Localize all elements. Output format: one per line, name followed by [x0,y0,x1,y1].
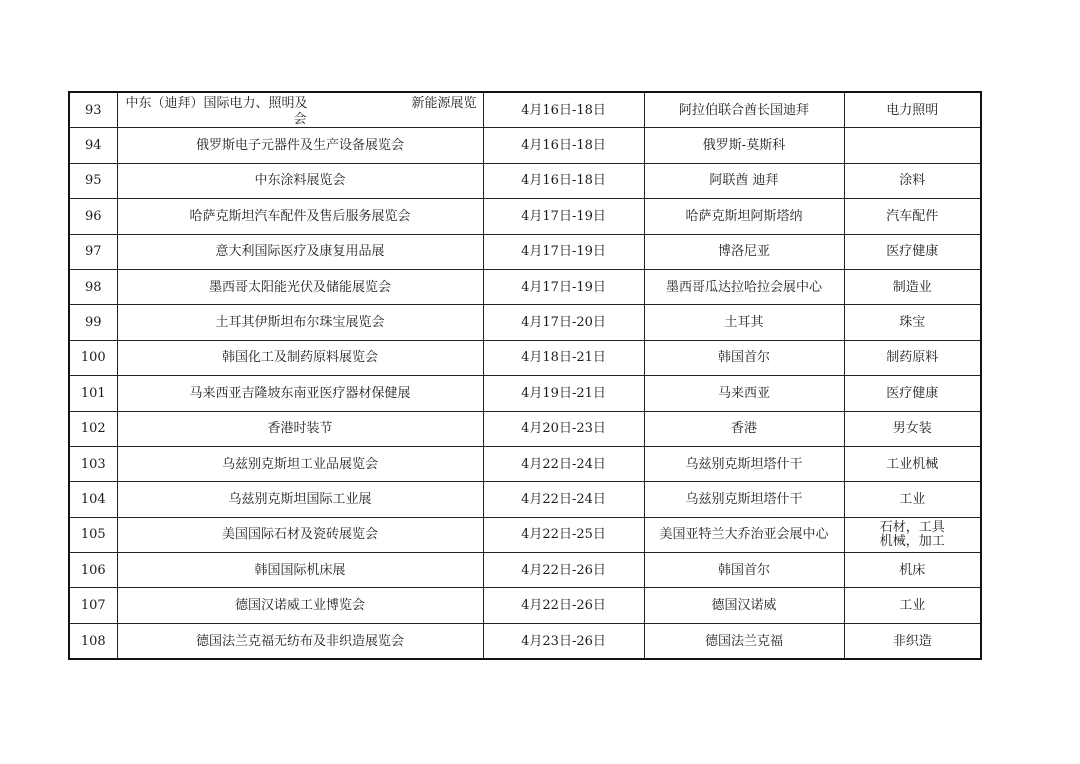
exhibition-name: 马来西亚吉隆坡东南亚医疗器材保健展 [117,376,483,411]
exhibition-date: 4月22日-26日 [483,553,644,588]
exhibition-date: 4月16日-18日 [483,92,644,128]
exhibition-industry: 制造业 [844,269,981,304]
exhibition-name: 乌兹别克斯坦国际工业展 [117,482,483,517]
table-row [69,92,981,128]
row-number: 97 [69,234,117,269]
exhibition-name: 韩国化工及制药原料展览会 [117,340,483,375]
row-number: 107 [69,588,117,623]
exhibition-industry: 珠宝 [844,305,981,340]
table-row [69,446,981,481]
exhibition-venue: 博洛尼亚 [644,234,844,269]
exhibition-industry: 工业 [844,482,981,517]
table-row [69,269,981,304]
table-row [69,376,981,411]
exhibition-industry: 机床 [844,553,981,588]
table-row [69,128,981,163]
exhibition-venue: 土耳其 [644,305,844,340]
exhibition-date: 4月17日-19日 [483,234,644,269]
exhibition-name: 意大利国际医疗及康复用品展 [117,234,483,269]
exhibition-venue: 香港 [644,411,844,446]
exhibition-industry: 医疗健康 [844,376,981,411]
exhibition-venue: 美国亚特兰大乔治亚会展中心 [644,517,844,552]
table-row [69,588,981,623]
exhibition-venue: 阿拉伯联合酋长国迪拜 [644,92,844,128]
table-row [69,517,981,552]
exhibition-industry [844,517,981,552]
row-number: 93 [69,92,117,128]
row-number: 99 [69,305,117,340]
exhibition-industry-line: 石材，工具 [879,519,945,535]
exhibition-date: 4月16日-18日 [483,128,644,163]
row-number: 95 [69,163,117,198]
exhibition-date: 4月23日-26日 [483,623,644,659]
exhibition-venue: 乌兹别克斯坦塔什干 [644,446,844,481]
exhibition-industry [844,128,981,163]
exhibition-name-wrap [120,93,481,127]
exhibition-date: 4月17日-19日 [483,269,644,304]
exhibition-date: 4月19日-21日 [483,376,644,411]
row-number: 108 [69,623,117,659]
exhibition-venue: 哈萨克斯坦阿斯塔纳 [644,199,844,234]
table-row [69,234,981,269]
exhibition-industry: 医疗健康 [844,234,981,269]
row-number: 96 [69,199,117,234]
exhibition-date: 4月22日-25日 [483,517,644,552]
exhibition-name: 韩国国际机床展 [117,553,483,588]
exhibition-venue: 德国法兰克福 [644,623,844,659]
row-number: 101 [69,376,117,411]
exhibition-industry: 制药原料 [844,340,981,375]
table-row [69,411,981,446]
exhibition-table [68,91,982,660]
exhibition-date: 4月22日-24日 [483,446,644,481]
exhibition-industry: 涂料 [844,163,981,198]
exhibition-name: 墨西哥太阳能光伏及储能展览会 [117,269,483,304]
exhibition-name [117,92,483,128]
exhibition-name: 美国国际石材及瓷砖展览会 [117,517,483,552]
exhibition-date: 4月20日-23日 [483,411,644,446]
exhibition-venue: 德国汉诺威 [644,588,844,623]
exhibition-venue: 墨西哥瓜达拉哈拉会展中心 [644,269,844,304]
exhibition-date: 4月18日-21日 [483,340,644,375]
exhibition-industry: 汽车配件 [844,199,981,234]
exhibition-name-part: 中东（迪拜）国际电力、照明及 [125,96,308,112]
exhibition-name: 土耳其伊斯坦布尔珠宝展览会 [117,305,483,340]
exhibition-date: 4月17日-20日 [483,305,644,340]
exhibition-industry: 电力照明 [844,92,981,128]
exhibition-table-body [69,92,981,659]
table-row [69,623,981,659]
exhibition-industry: 工业 [844,588,981,623]
table-row [69,553,981,588]
exhibition-venue: 韩国首尔 [644,553,844,588]
exhibition-venue: 韩国首尔 [644,340,844,375]
table-row [69,163,981,198]
row-number: 98 [69,269,117,304]
exhibition-venue: 马来西亚 [644,376,844,411]
exhibition-industry: 非织造 [844,623,981,659]
exhibition-date: 4月22日-24日 [483,482,644,517]
exhibition-name: 俄罗斯电子元器件及生产设备展览会 [117,128,483,163]
table-row [69,199,981,234]
row-number: 94 [69,128,117,163]
row-number: 106 [69,553,117,588]
exhibition-venue: 俄罗斯-莫斯科 [644,128,844,163]
row-number: 102 [69,411,117,446]
exhibition-date: 4月16日-18日 [483,163,644,198]
row-number: 104 [69,482,117,517]
exhibition-industry: 工业机械 [844,446,981,481]
exhibition-name: 香港时装节 [117,411,483,446]
exhibition-name-part: 新能源展览 [411,96,477,112]
exhibition-name: 乌兹别克斯坦工业品展览会 [117,446,483,481]
exhibition-name: 中东涂料展览会 [117,163,483,198]
exhibition-industry: 男女装 [844,411,981,446]
table-row [69,482,981,517]
row-number: 100 [69,340,117,375]
table-row [69,305,981,340]
exhibition-name: 德国法兰克福无纺布及非织造展览会 [117,623,483,659]
table-row [69,340,981,375]
exhibition-venue: 乌兹别克斯坦塔什干 [644,482,844,517]
exhibition-date: 4月17日-19日 [483,199,644,234]
exhibition-industry-line: 机械，加工 [879,533,945,549]
exhibition-name: 德国汉诺威工业博览会 [117,588,483,623]
exhibition-name: 哈萨克斯坦汽车配件及售后服务展览会 [117,199,483,234]
row-number: 103 [69,446,117,481]
exhibition-venue: 阿联酋 迪拜 [644,163,844,198]
exhibition-name-part: 会 [293,112,307,128]
row-number: 105 [69,517,117,552]
exhibition-date: 4月22日-26日 [483,588,644,623]
